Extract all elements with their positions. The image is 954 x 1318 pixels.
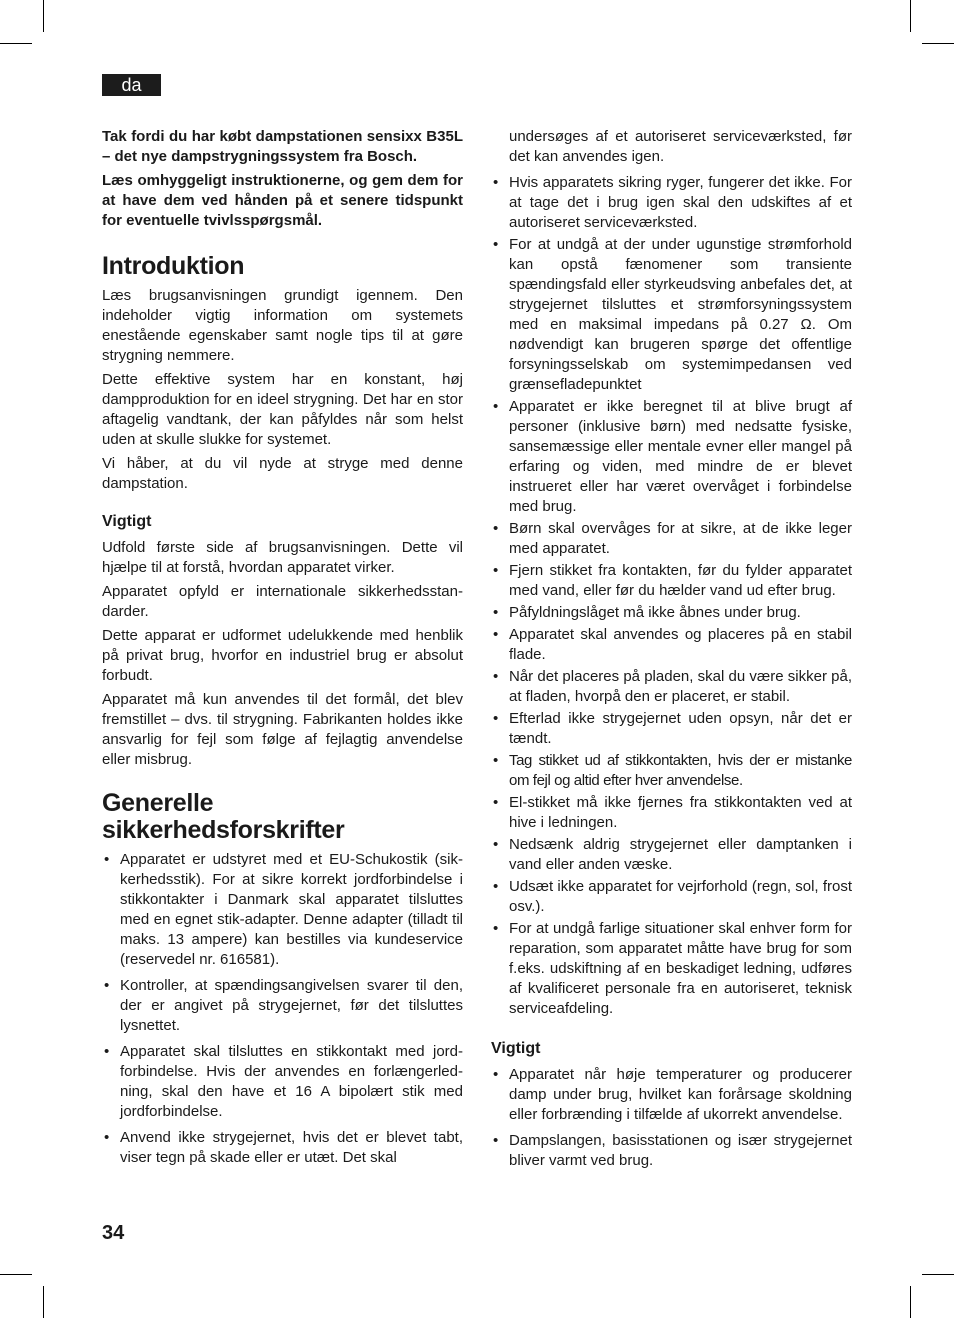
body-paragraph: Dette apparat er udformet udelukkende med henblik på privat brug, hvorfor en industriel brug er absolut forbudt. xyxy=(102,627,463,684)
list-item: • Udsæt ikke apparatet for vejrforhold (regn, sol, frost osv.). xyxy=(491,877,852,917)
section-title-sikkerhed xyxy=(102,790,463,844)
intro-paragraph: Tak fordi du har købt dampstationen sensixx B35L – det nye dampstrygningssystem fra Bosch. xyxy=(102,128,463,165)
subheading-vigtigt: Vigtigt xyxy=(102,513,152,530)
list-item: • Dampslangen, basisstationen og især strygejernet bliver varmt ved brug. xyxy=(491,1131,852,1171)
list-item: • Nedsænk aldrig strygejernet eller damptanken i vand eller anden væske. xyxy=(491,835,852,875)
crop-mark xyxy=(43,1286,44,1318)
left-column xyxy=(102,127,463,1170)
crop-mark xyxy=(910,0,911,32)
list-item: • Anvend ikke strygejernet, hvis det er blevet tabt, viser tegn på skade eller er utæt. Det skal xyxy=(102,1128,463,1168)
section-title-line: sikkerhedsforskrifter xyxy=(102,816,345,844)
list-item: • Hvis apparatets sikring ryger, fungerer det ikke. For at tage det i brug igen skal den udskiftes af et autoriseret serviceværksted. xyxy=(491,173,852,233)
safety-list xyxy=(102,850,463,1168)
list-item: • Påfyldningslåget må ikke åbnes under brug. xyxy=(491,603,852,623)
list-item: • For at undgå at der under ugunstige strømforhold kan opstå fænomener som transiente spændingsfald eller styrkeudsving anbefales det, at strygejernet tilsluttes et strømforsyningssystem med en maksimal impedans på 0.27 Ω. Om nødvendigt kan brugeren spørge det offentlige forsyningsselskab om systemimpedansen ved grænsefladepunktet xyxy=(491,235,852,395)
list-item: • Børn skal overvåges for at sikre, at de ikke leger med apparatet. xyxy=(491,519,852,559)
list-item: • Apparatet skal tilsluttes en stikkontakt med jordforbindelse. Hvis der anvendes en forlængerledning, skal den have et 16 A bipolært stik med jordforbindelse. xyxy=(102,1042,463,1122)
safety-list-continued xyxy=(491,173,852,1019)
section-title-introduktion: Introduktion xyxy=(102,252,245,280)
crop-mark xyxy=(0,1274,32,1275)
list-item: • Efterlad ikke strygejernet uden opsyn, når det er tændt. xyxy=(491,709,852,749)
language-tab: da xyxy=(102,74,161,96)
list-item: • Apparatet er udstyret med et EU-Schukostik (sikkerhedsstik). For at sikre korrekt jordforbindelse i stikkontakter i Danmark skal apparatet tilsluttes med en egnet stik-adapter. Denne adapter (tilladt til maks. 13 ampere) kan bestilles via kundeservice (reservedel nr. 616581). xyxy=(102,850,463,970)
intro-paragraph: Læs omhyggeligt instruktionerne, og gem dem for at have dem ved hånden på et senere tidspunkt for eventuelle tvivlsspørgsmål. xyxy=(102,172,463,229)
list-item: • Kontroller, at spændingsangivelsen svarer til den, der er angivet på strygejernet, før det tilsluttes lysnettet. xyxy=(102,976,463,1036)
list-item: • Når det placeres på pladen, skal du være sikker på, at fladen, hvorpå den er placeret, er stabil. xyxy=(491,667,852,707)
list-item: • Apparatet skal anvendes og placeres på en stabil flade. xyxy=(491,625,852,665)
list-item: • Fjern stikket fra kontakten, før du fylder apparatet med vand, eller før du hælder vand ud efter brug. xyxy=(491,561,852,601)
body-paragraph: Læs brugsanvisningen grundigt igennem. Den indeholder vigtig information om systemets enestående egenskaber samt nogle tips til at gøre strygning nemmere. xyxy=(102,287,463,364)
crop-mark xyxy=(0,43,32,44)
subheading-vigtigt: Vigtigt xyxy=(491,1040,541,1057)
important-list xyxy=(491,1065,852,1171)
crop-mark xyxy=(43,0,44,32)
continued-text: undersøges af et autoriseret serviceværksted, før det kan anvendes igen. xyxy=(509,128,852,165)
section-title-line: Generelle xyxy=(102,789,214,817)
body-paragraph: Dette effektive system har en konstant, høj dampproduktion for en ideel strygning. Det har en stor aftagelig vandtank, der kan påfyldes når som helst uden at skulle slukke for systemet. xyxy=(102,371,463,448)
body-paragraph: Vi håber, at du vil nyde at stryge med denne dampstation. xyxy=(102,455,463,492)
list-item: • For at undgå farlige situationer skal enhver form for reparation, som apparatet måtte have brug for som f.eks. udskiftning af en beskadiget ledning, udføres af kvalificeret personale fra en autoriseret, teknisk serviceafdeling. xyxy=(491,919,852,1019)
list-item: • Apparatet når høje temperaturer og producerer damp under brug, hvilket kan forårsage skoldning eller forbrænding i tilfælde af ukorrekt anvendelse. xyxy=(491,1065,852,1125)
crop-mark xyxy=(910,1286,911,1318)
crop-mark xyxy=(922,1274,954,1275)
body-paragraph: Apparatet opfyld er internationale sikkerhedsstandarder. xyxy=(102,583,463,620)
body-paragraph: Apparatet må kun anvendes til det formål, det blev fremstillet – dvs. til strygning. Fabrikanten holdes ikke ansvarlig for fejl som følge af fejlagtig anvendelse eller misbrug. xyxy=(102,691,463,768)
right-column xyxy=(491,127,852,1173)
body-paragraph: Udfold første side af brugsanvisningen. Dette vil hjælpe til at forstå, hvordan apparatet virker. xyxy=(102,539,463,576)
page-number: 34 xyxy=(102,1222,125,1244)
list-item: • El-stikket må ikke fjernes fra stikkontakten ved at hive i ledningen. xyxy=(491,793,852,833)
list-item: • Tag stikket ud af stikkontakten, hvis der er mistanke om fejl og altid efter hver anvendelse. xyxy=(491,751,852,791)
list-item: • Apparatet er ikke beregnet til at blive brugt af personer (inklusive børn) med nedsatte fysiske, sansemæssige eller mentale evner eller mangel på erfaring og viden, med mindre de er blevet instrueret eller har været overvåget i forbindelse med brug. xyxy=(491,397,852,517)
crop-mark xyxy=(922,43,954,44)
